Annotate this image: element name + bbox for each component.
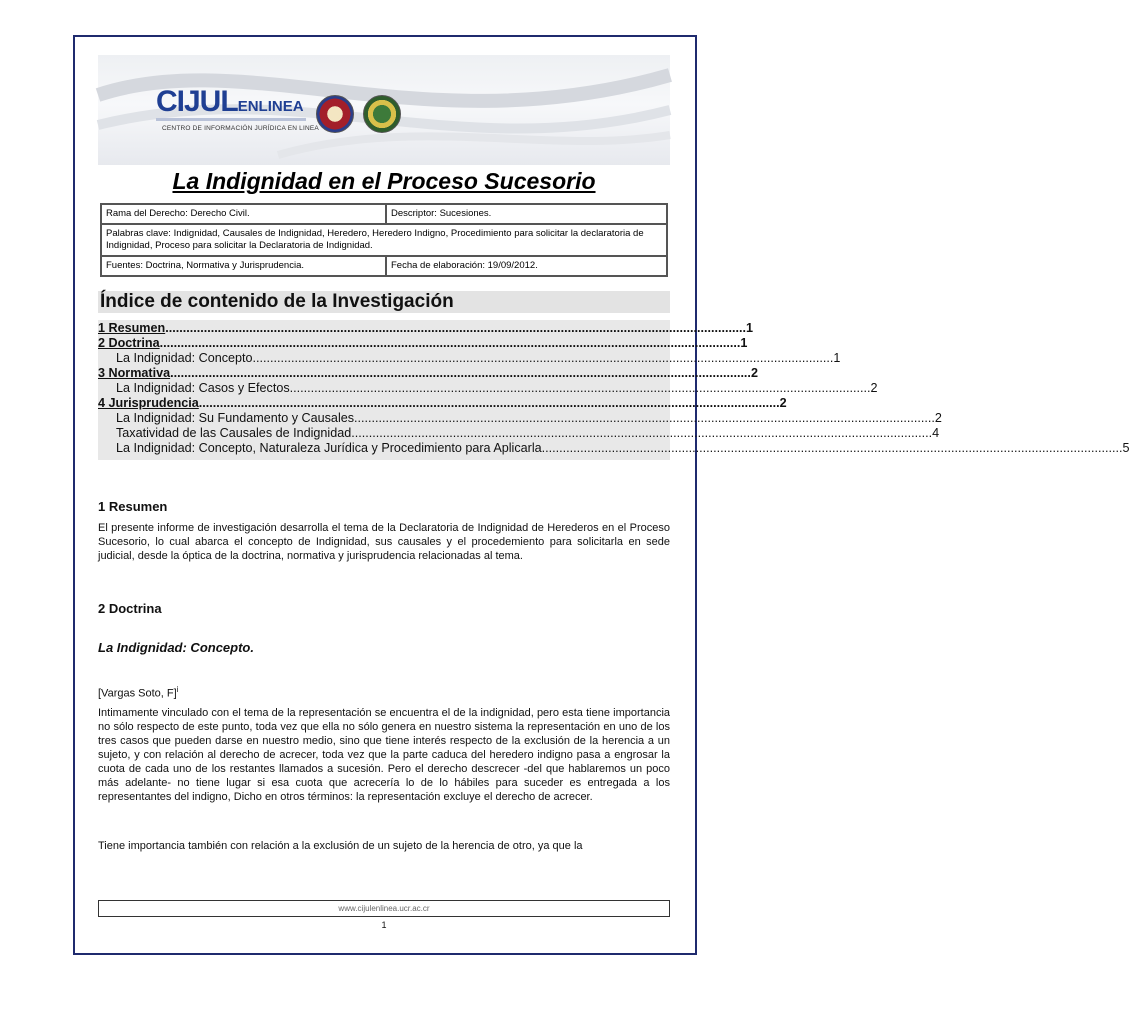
index-heading: Índice de contenido de la Investigación [98,291,670,313]
toc-item-taxatividad[interactable]: Taxatividad de las Causales de Indignidad ...................................................................................................................................................................... 4 [116,426,940,440]
citation [98,685,178,700]
meta-rama: Rama del Derecho: Derecho Civil. [101,204,386,224]
citation-text: [Vargas Soto, F] [98,687,177,700]
cijul-logo: CIJULENLINEA [156,85,304,118]
subsection-heading-concepto: La Indignidad: Concepto. [98,640,254,655]
section-heading-doctrina: 2 Doctrina [98,601,162,616]
table-of-contents [98,320,1129,460]
meta-palabras-clave: Palabras clave: Indignidad, Causales de Indignidad, Heredero, Heredero Indigno, Procedimiento para solicitar la declaratoria de Indignidad, Proceso para solicitar la Declaratoria de Indignidad. [101,224,667,256]
page-number: 1 [381,920,387,930]
faculty-seal-icon [363,95,401,133]
doctrina-paragraph-1: Intimamente vinculado con el tema de la representación se encuentra el de la indignidad, pero esta tiene importancia no sólo respecto de este punto, toda vez que ella no sólo genera en nuestro sistema la representación en uno de los tres casos que pueden darse en nuestro medio, sino que tiene interés respecto de la exclusión de la herencia a un sujeto, y con relación al derecho de acrecer, toda vez que la parte caduca del heredero indigno pasa a engrosar la cuota de cada uno de los restantes llamados a sucesión. Pero el derecho descrecer -del que hablaremos un poco más adelante- no tiene lugar si esa cuota que acrecería lo de lo hábiles para suceder es entregada a los representantes del indigno, Dicho en otros términos: la representación excluye el derecho de acrecer. [98,707,670,803]
doctrina-paragraph-2: Tiene importancia también con relación a la exclusión de un sujeto de la herencia de otro, ya que la [98,840,583,852]
toc-item-casos-efectos[interactable]: La Indignidad: Casos y Efectos ...................................................................................................................................................................... 2 [116,381,878,395]
citation-footnote-marker[interactable]: i [176,685,179,694]
resumen-paragraph: El presente informe de investigación desarrolla el tema de la Declaratoria de Indignidad de Herederos en el Proceso Sucesorio, lo cual abarca el concepto de Indignidad, sus causales y el procedemiento para solicitarla en sede judicial, desde la óptica de la doctrina, normativa y jurisprudencia relacionadas al tema. [98,522,670,562]
toc-item-doctrina[interactable]: 2 Doctrina ...................................................................................................................................................................... 1 [98,336,748,350]
toc-item-naturaleza[interactable]: La Indignidad: Concepto, Naturaleza Jurídica y Procedimiento para Aplicarla ...................................................................................................................................................................... 5 [116,441,1129,455]
logo-underline [156,118,306,121]
university-seal-icon [316,95,354,133]
section-heading-resumen: 1 Resumen [98,499,168,514]
toc-item-resumen[interactable]: 1 Resumen ...................................................................................................................................................................... 1 [98,321,754,335]
toc-item-normativa[interactable]: 3 Normativa ...................................................................................................................................................................... 2 [98,366,758,380]
toc-item-concepto[interactable]: La Indignidad: Concepto ...................................................................................................................................................................... 1 [116,351,841,365]
toc-item-jurisprudencia[interactable]: 4 Jurisprudencia ...................................................................................................................................................................... 2 [98,396,787,410]
meta-fecha: Fecha de elaboración: 19/09/2012. [386,256,667,276]
toc-item-fundamento[interactable]: La Indignidad: Su Fundamento y Causales ...................................................................................................................................................................... 2 [116,411,942,425]
footer-url[interactable]: www.cijulenlinea.ucr.ac.cr [98,900,670,917]
metadata-table [100,203,668,277]
header-banner [98,55,670,165]
meta-descriptor: Descriptor: Sucesiones. [386,204,667,224]
logo-subtitle: CENTRO DE INFORMACIÓN JURÍDICA EN LINEA [162,125,319,132]
document-title: La Indignidad en el Proceso Sucesorio [172,168,596,194]
meta-fuentes: Fuentes: Doctrina, Normativa y Jurisprudencia. [101,256,386,276]
